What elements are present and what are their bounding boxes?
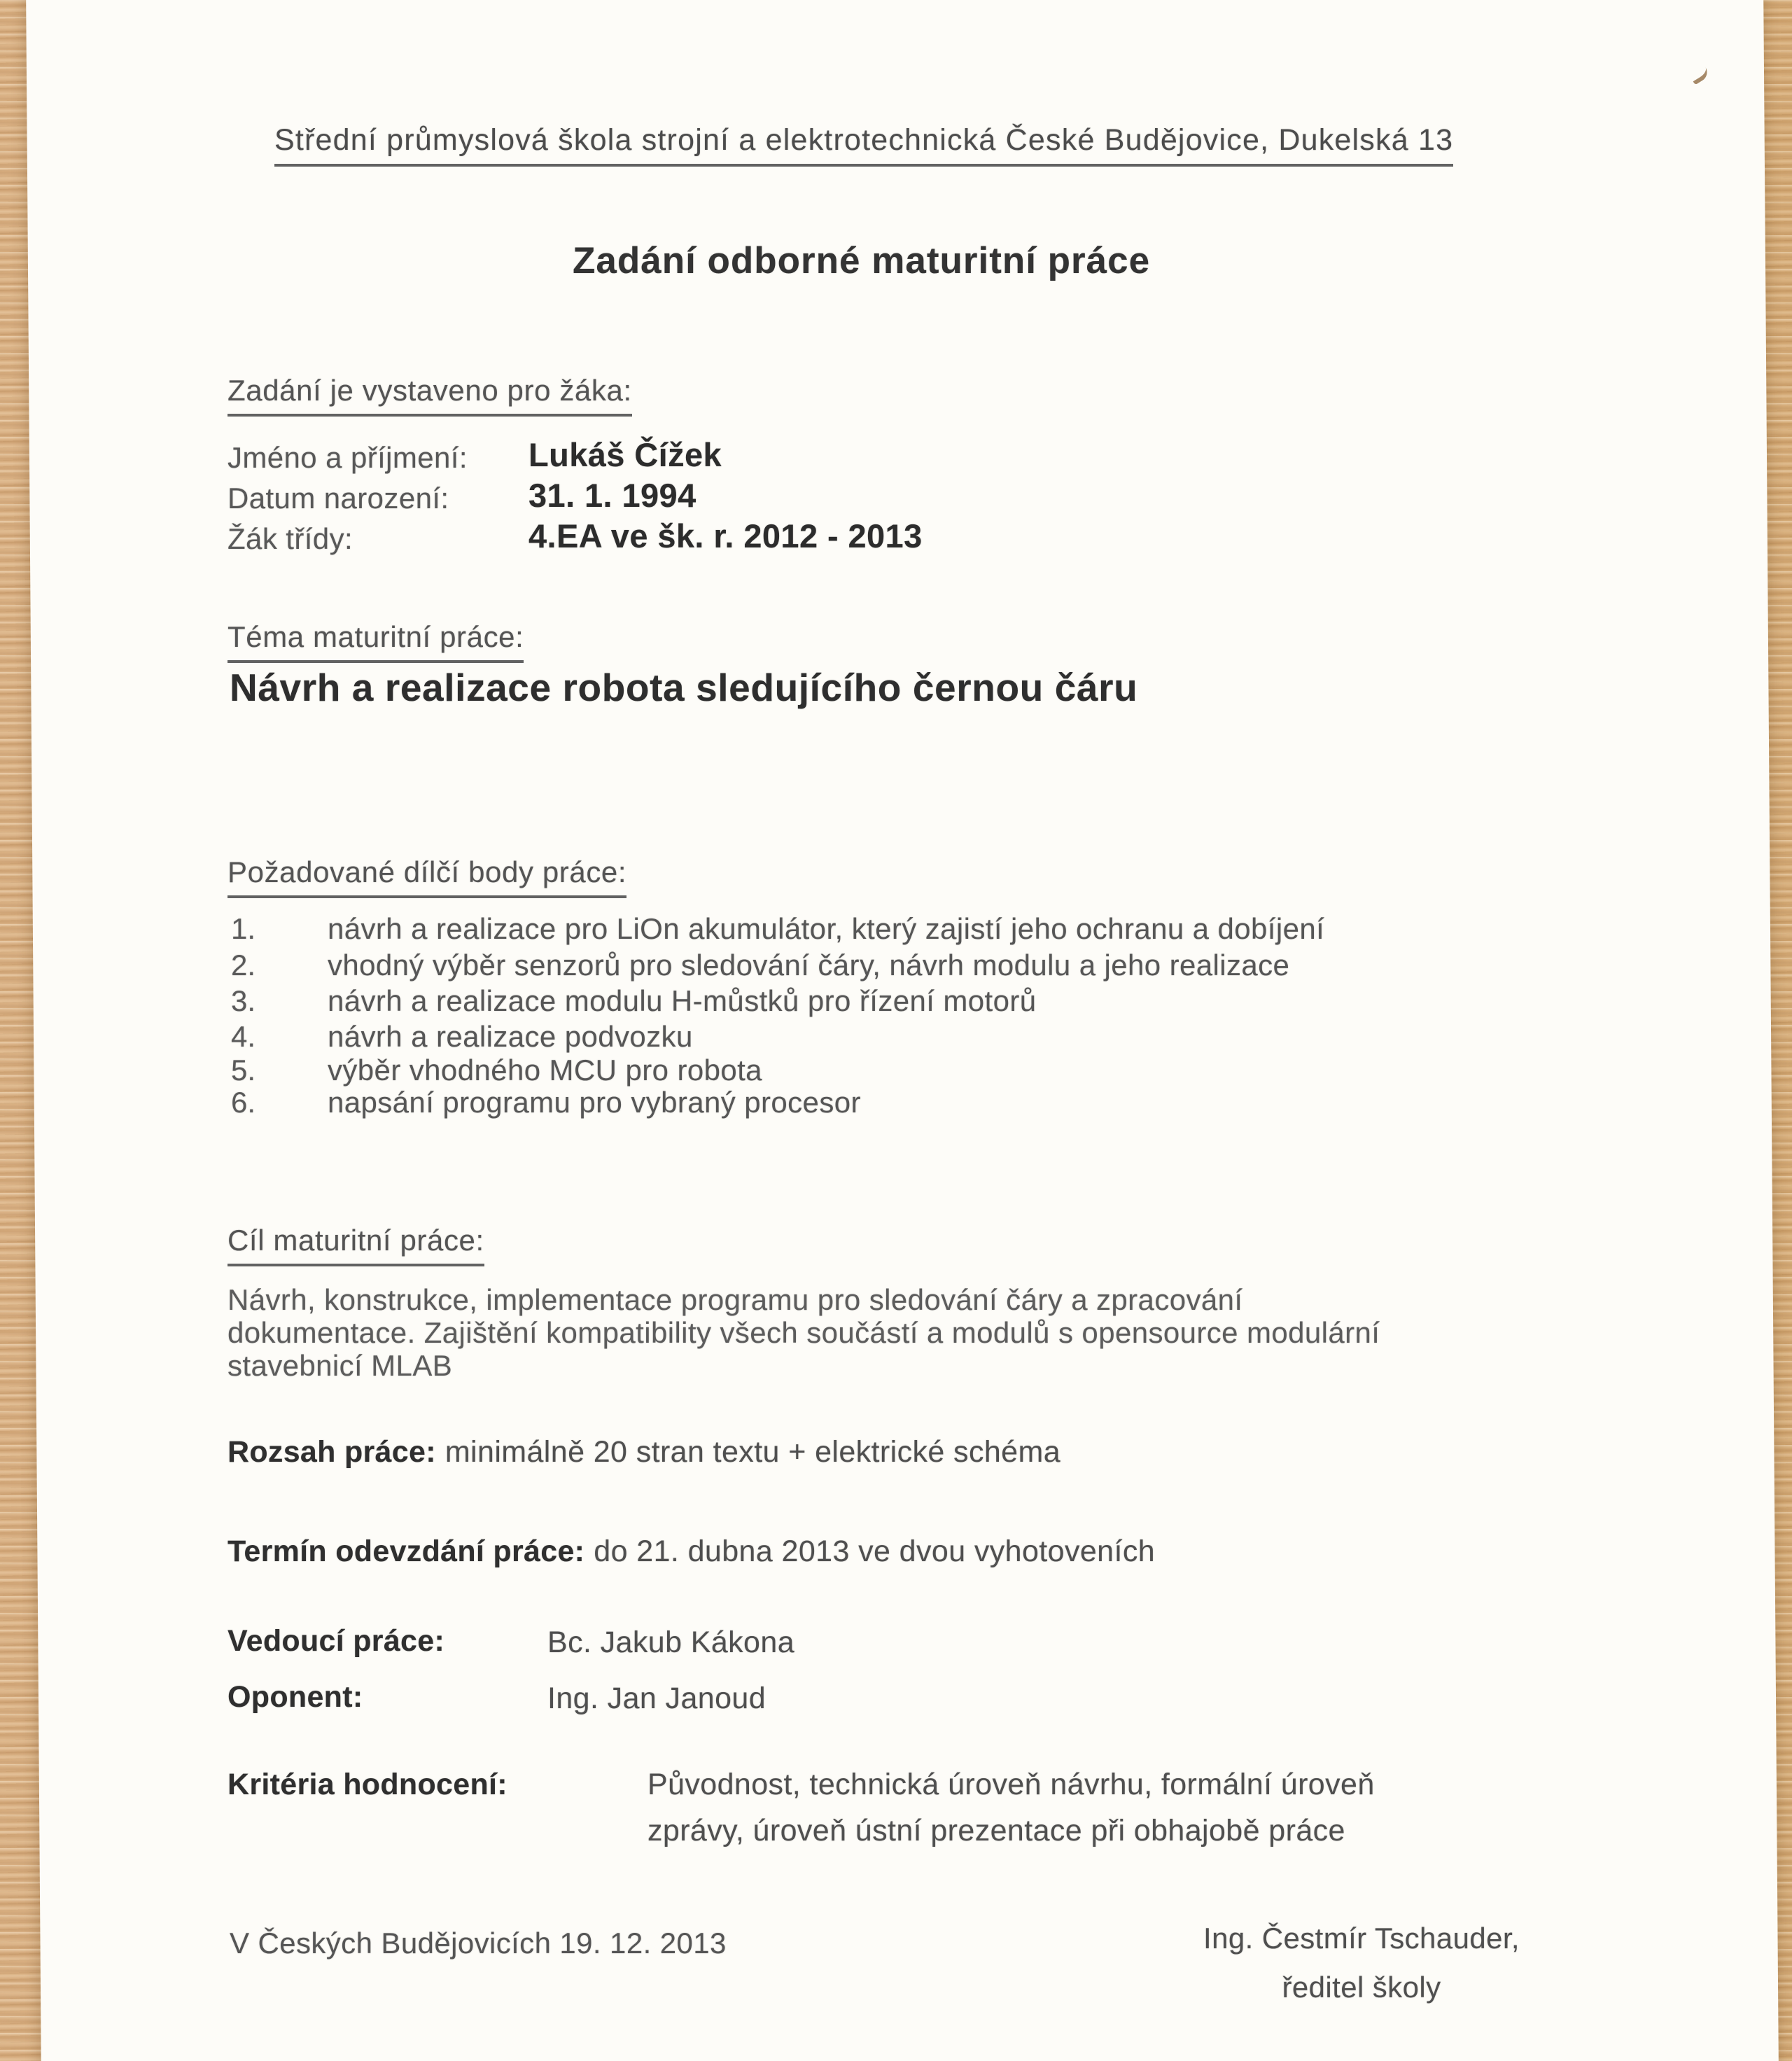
goal-paragraph-line: stavebnicí MLAB bbox=[227, 1349, 453, 1382]
requirement-text: návrh a realizace modulu H-můstků pro řízení motorů bbox=[328, 984, 1037, 1017]
requirement-number: 5. bbox=[231, 1054, 256, 1087]
requirement-text: vhodný výběr senzorů pro sledování čáry, návrh modulu a jeho realizace bbox=[328, 949, 1290, 981]
document-title: Zadání odborné maturitní práce bbox=[573, 240, 1151, 281]
requirement-text: napsání programu pro vybraný procesor bbox=[328, 1086, 861, 1119]
scope-line bbox=[227, 1435, 1060, 1469]
deadline-label: Termín odevzdání práce: bbox=[227, 1535, 585, 1568]
criteria-line: zprávy, úroveň ústní prezentace při obhajobě práce bbox=[648, 1814, 1345, 1847]
topic-section-heading: Téma maturitní práce: bbox=[227, 620, 524, 663]
student-section-heading: Zadání je vystaveno pro žáka: bbox=[227, 374, 632, 417]
student-field-value: 31. 1. 1994 bbox=[528, 477, 696, 514]
footer-place-date: V Českých Budějovicích 19. 12. 2013 bbox=[230, 1927, 727, 1959]
signature-name: Ing. Čestmír Tschauder, bbox=[1203, 1922, 1520, 1955]
requirement-number: 1. bbox=[231, 912, 256, 945]
goal-heading: Cíl maturitní práce: bbox=[227, 1224, 484, 1266]
signature-block bbox=[1152, 1922, 1572, 2004]
supervisor-value: Bc. Jakub Kákona bbox=[547, 1626, 795, 1659]
requirement-number: 2. bbox=[231, 949, 256, 981]
signature-role: ředitel školy bbox=[1282, 1971, 1441, 2004]
requirement-text: návrh a realizace podvozku bbox=[328, 1020, 693, 1053]
criteria-label: Kritéria hodnocení: bbox=[227, 1768, 507, 1801]
student-field-value: 4.EA ve šk. r. 2012 - 2013 bbox=[528, 517, 923, 554]
scope-label: Rozsah práce: bbox=[227, 1435, 436, 1469]
goal-paragraph-line: dokumentace. Zajištění kompatibility všech součástí a modulů s opensource modulární bbox=[227, 1316, 1380, 1349]
opponent-label: Oponent: bbox=[227, 1680, 363, 1714]
supervisor-label: Vedoucí práce: bbox=[227, 1624, 445, 1658]
requirement-number: 6. bbox=[231, 1086, 256, 1119]
requirements-heading: Požadované dílčí body práce: bbox=[227, 855, 626, 898]
goal-paragraph-line: Návrh, konstrukce, implementace programu pro sledování čáry a zpracování bbox=[227, 1283, 1243, 1316]
requirement-text: výběr vhodného MCU pro robota bbox=[328, 1054, 762, 1087]
student-field-label: Žák třídy: bbox=[227, 522, 354, 555]
student-field-label: Datum narození: bbox=[227, 482, 449, 515]
requirement-number: 3. bbox=[231, 984, 256, 1017]
thesis-topic-title: Návrh a realizace robota sledujícího černou čáru bbox=[230, 666, 1138, 709]
deadline-value: do 21. dubna 2013 ve dvou vyhotoveních bbox=[594, 1535, 1156, 1568]
student-field-label: Jméno a příjmení: bbox=[227, 441, 468, 474]
scope-value: minimálně 20 stran textu + elektrické schéma bbox=[444, 1435, 1061, 1469]
requirement-text: návrh a realizace pro LiOn akumulátor, který zajistí jeho ochranu a dobíjení bbox=[328, 912, 1325, 945]
requirement-number: 4. bbox=[231, 1020, 256, 1053]
school-header-text: Střední průmyslová škola strojní a elektrotechnická České Budějovice, Dukelská 13 bbox=[274, 123, 1453, 167]
deadline-line bbox=[227, 1535, 1155, 1569]
opponent-value: Ing. Jan Janoud bbox=[547, 1682, 766, 1715]
criteria-line: Původnost, technická úroveň návrhu, formální úroveň bbox=[648, 1768, 1375, 1801]
school-header bbox=[274, 123, 1453, 167]
student-field-value: Lukáš Čížek bbox=[528, 436, 722, 473]
